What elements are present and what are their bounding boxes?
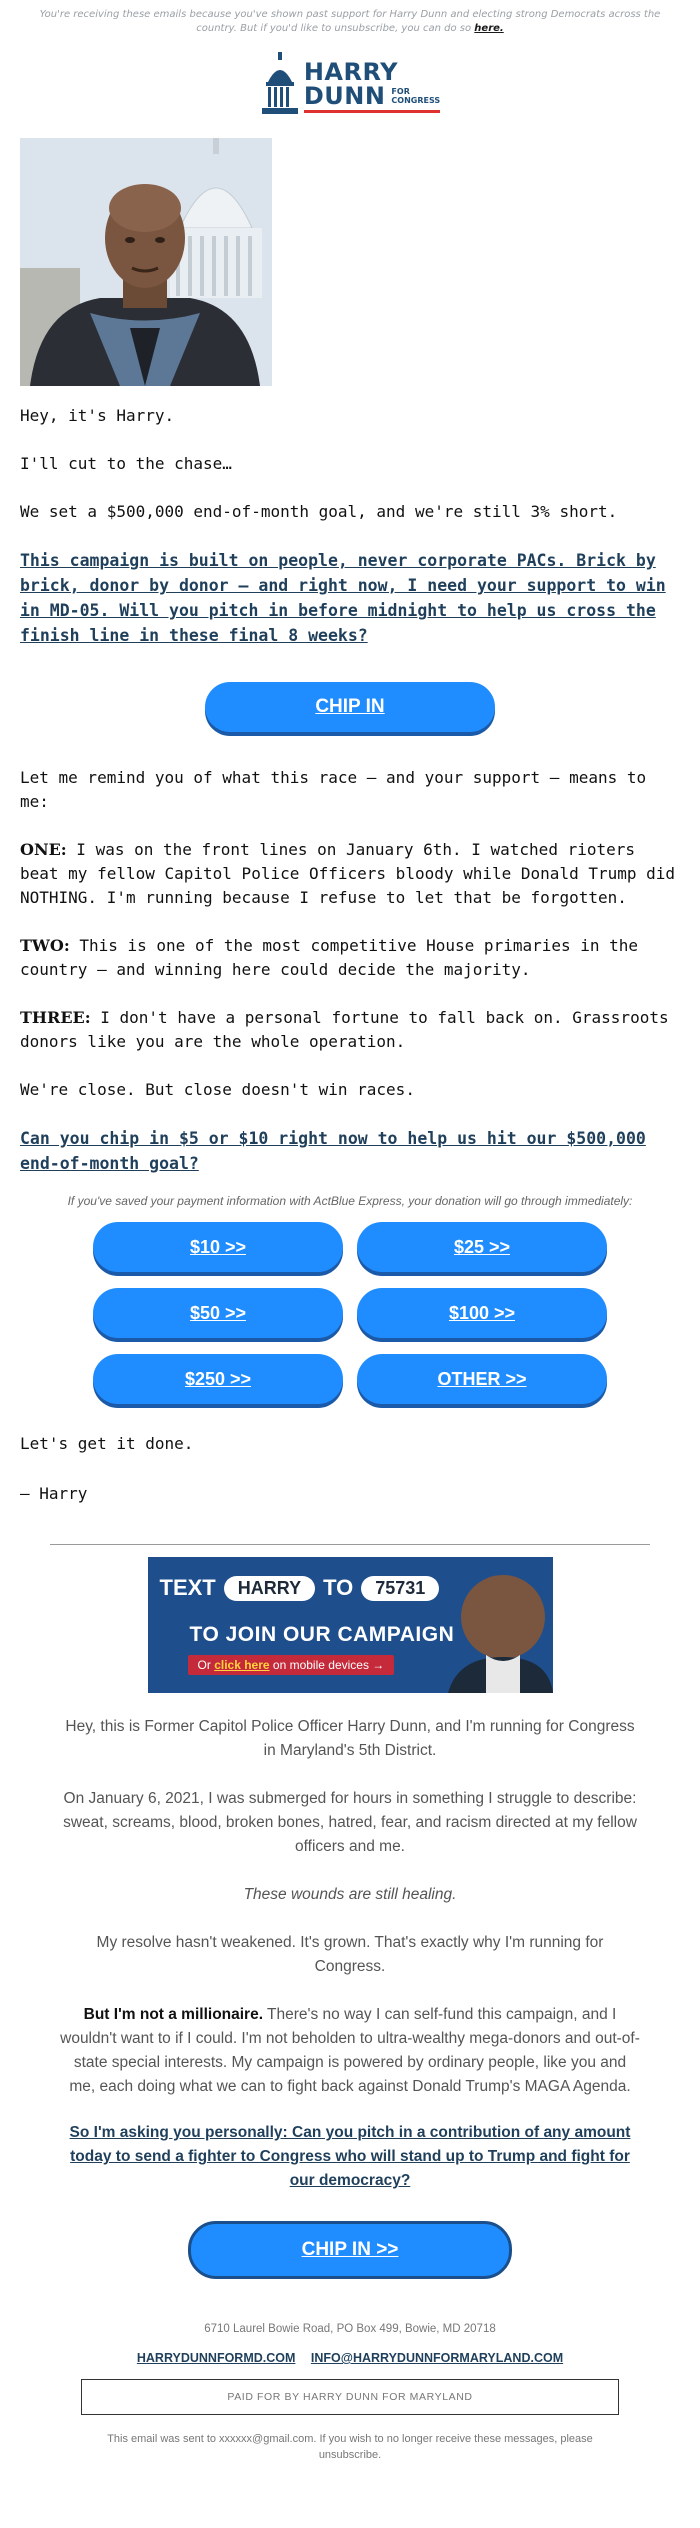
bio-jan6: On January 6, 2021, I was submerged for hours in something I struggle to describe: sweat, screams, blood, broken bones, hatred, fear, and racism directed at my fellow officers and me.	[63, 1790, 637, 1855]
campaign-logo	[0, 46, 700, 126]
logo-red-bar	[304, 110, 440, 113]
donate-25-button[interactable]: $25 >>	[357, 1222, 607, 1272]
chip-in-button[interactable]: CHIP IN	[205, 682, 495, 732]
footer-address: 6710 Laurel Bowie Road, PO Box 499, Bowie, MD 20718	[204, 2323, 496, 2335]
donate-250-button[interactable]: $250 >>	[93, 1354, 343, 1404]
paid-for-disclaimer: PAID FOR BY HARRY DUNN FOR MARYLAND	[81, 2379, 619, 2415]
banner-or: Or	[197, 1658, 211, 1672]
subscription-note-text: You're receiving these emails because you've shown past support for Harry Dunn and electing strong Democrats across the country. But if you'd like to unsubscribe, you can do so	[39, 9, 661, 34]
reason-three-label: THREE:	[20, 1008, 91, 1027]
unsubscribe-link[interactable]: here.	[474, 23, 504, 34]
portrait-image	[20, 138, 272, 386]
reason-one-text: I was on the front lines on January 6th. I watched rioters beat my fellow Capitol Police Officers bloody while Donald Trump did NOTHING. I'm running because I refuse to let that be forgotten.	[20, 840, 676, 907]
donate-100-button[interactable]: $100 >>	[357, 1288, 607, 1338]
website-link[interactable]: HARRYDUNNFORMD.COM	[136, 2351, 296, 2365]
bio-ask-link[interactable]: So I'm asking you personally: Can you pitch in a contribution of any amount today to send a fighter to Congress who will stand up to Trump and fight for our democracy?	[69, 2124, 631, 2189]
logo-last-name: DUNN	[303, 81, 386, 110]
banner-join-text: TO JOIN OUR CAMPAIGN	[189, 1623, 455, 1646]
reason-one-label: ONE:	[20, 840, 67, 859]
donation-ask-link[interactable]: This campaign is built on people, never corporate PACs. Brick by brick, donor by donor — and right now, I need your support to win in MD-05. Will you pitch in before midnight to help us cross the finish line in these final 8 weeks?	[20, 551, 666, 645]
close-line: We're close. But close doesn't win races.	[20, 1080, 415, 1099]
subscription-note	[0, 0, 700, 36]
banner-mobile-text: on mobile devices →	[272, 1658, 385, 1672]
logo-first-name: HARRY	[303, 57, 399, 86]
text-to-join-banner[interactable]	[148, 1557, 553, 1693]
chip-in-bottom-button[interactable]: CHIP IN >>	[188, 2221, 512, 2279]
greeting: Hey, it's Harry.	[20, 406, 175, 425]
small-donation-ask-link[interactable]: Can you chip in $5 or $10 right now to help us hit our $500,000 end-of-month goal?	[20, 1129, 646, 1173]
bio-millionaire-bold: But I'm not a millionaire.	[83, 2006, 264, 2023]
get-it-done-line: Let's get it done.	[20, 1434, 194, 1453]
donate-50-button[interactable]: $50 >>	[93, 1288, 343, 1338]
bio-wounds: These wounds are still healing.	[243, 1886, 457, 1903]
logo-congress: CONGRESS	[391, 95, 441, 105]
actblue-note: If you've saved your payment information with ActBlue Express, your donation will go through immediately:	[67, 1194, 633, 1208]
bio-millionaire	[0, 2003, 700, 2099]
banner-text-word: TEXT	[159, 1575, 216, 1600]
banner-short-code: 75731	[361, 1576, 439, 1601]
logo-for: FOR	[391, 86, 410, 96]
chase-line: I'll cut to the chase…	[20, 454, 232, 473]
reason-two-text: This is one of the most competitive House primaries in the country — and winning here could decide the majority.	[20, 936, 639, 979]
bio-millionaire-rest: There's no way I can self-fund this campaign, and I wouldn't want to if I could. I'm not beholden to ultra-wealthy mega-donors and out-of-state special interests. My campaign is powered by ordinary people, like you and me, each doing what we can to fight back against Donald Trump's MAGA Agenda.	[60, 2006, 640, 2095]
donation-amount-grid	[0, 1222, 700, 1404]
reason-three-text: I don't have a personal fortune to fall back on. Grassroots donors like you are the whole operation.	[20, 1008, 669, 1051]
reason-two-label: TWO:	[20, 936, 70, 955]
banner-click-here-link[interactable]: click here	[214, 1658, 270, 1672]
reason-three	[0, 1006, 700, 1054]
footer-links	[0, 2351, 700, 2365]
banner-keyword: HARRY	[224, 1576, 315, 1601]
donate-other-button[interactable]: OTHER >>	[357, 1354, 607, 1404]
bio-intro: Hey, this is Former Capitol Police Officer Harry Dunn, and I'm running for Congress in Maryland's 5th District.	[65, 1718, 635, 1759]
banner-to-word: TO	[323, 1575, 354, 1600]
banner-mobile-cta[interactable]	[188, 1655, 395, 1675]
donate-10-button[interactable]: $10 >>	[93, 1222, 343, 1272]
capitol-dome-icon	[260, 52, 300, 120]
reason-one	[0, 838, 700, 910]
footer-sent-to-note: This email was sent to xxxxxx@gmail.com. If you wish to no longer receive these messages, please unsubscribe.	[107, 2433, 593, 2461]
bio-resolve: My resolve hasn't weakened. It's grown. That's exactly why I'm running for Congress.	[96, 1934, 604, 1975]
signoff: — Harry	[20, 1484, 88, 1503]
goal-line: We set a $500,000 end-of-month goal, and we're still 3% short.	[20, 502, 618, 521]
harry-dunn-photo	[20, 138, 272, 386]
remind-paragraph: Let me remind you of what this race — and your support — means to me:	[20, 768, 647, 811]
email-link[interactable]: INFO@HARRYDUNNFORMARYLAND.COM	[310, 2351, 564, 2365]
reason-two	[0, 934, 700, 982]
